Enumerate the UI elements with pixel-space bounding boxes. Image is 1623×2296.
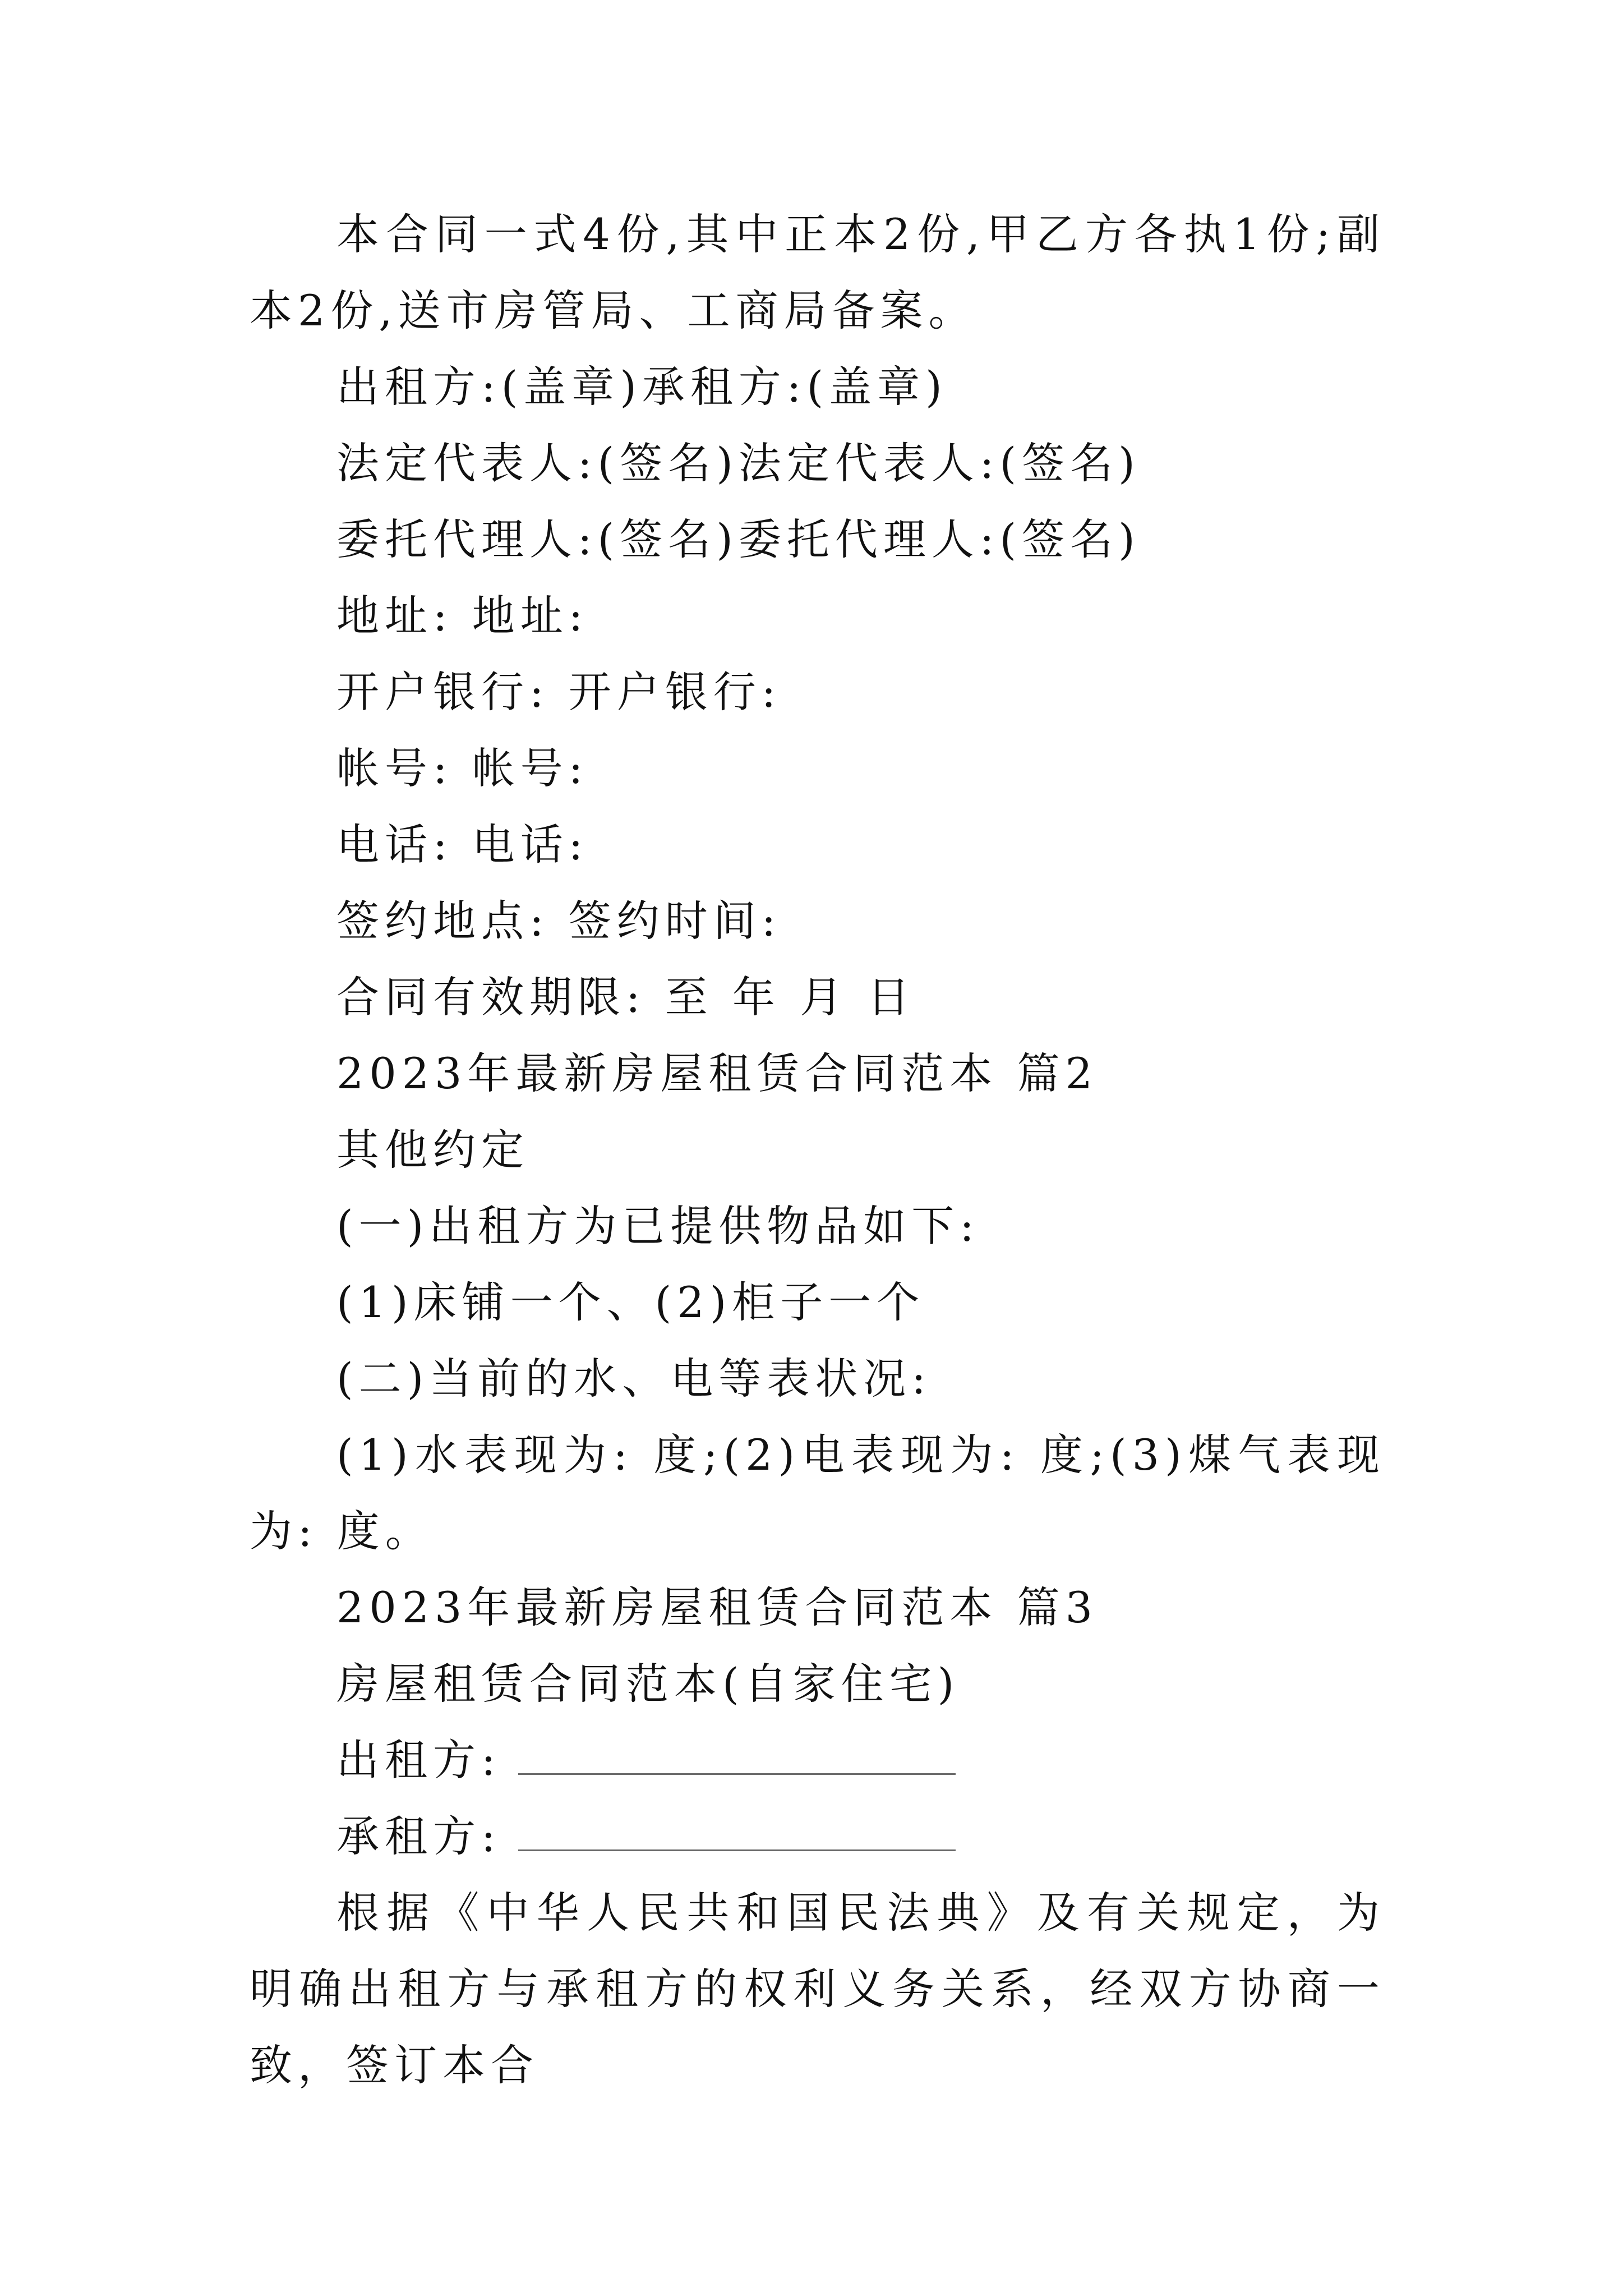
paragraph-account: 帐号: 帐号: <box>336 743 589 793</box>
document-body <box>250 196 1385 2104</box>
paragraph-phone: 电话: 电话: <box>336 820 589 869</box>
paragraph-meter-status: (二)当前的水、电等表状况: <box>336 1354 932 1404</box>
lessee-label: 承租方: <box>336 1811 501 1861</box>
section-heading-3: 2023年最新房屋租赁合同范本 篇3 <box>336 1582 1098 1632</box>
paragraph-bank: 开户银行: 开户银行: <box>336 667 782 717</box>
paragraph-lessee <box>250 1798 1385 1875</box>
paragraph-signing-place: 签约地点: 签约时间: <box>336 896 782 946</box>
paragraph-legal-representative: 法定代表人:(签名)法定代表人:(签名) <box>336 438 1141 488</box>
lessor-blank-line <box>518 1771 956 1775</box>
paragraph-meter-readings: (1)水表现为: 度;(2)电表现为: 度;(3)煤气表现为: 度。 <box>250 1430 1385 1556</box>
paragraph-address: 地址: 地址: <box>336 591 589 641</box>
lessee-blank-line <box>518 1847 956 1851</box>
paragraph-lessor <box>250 1722 1385 1798</box>
paragraph-legal-basis: 根据《中华人民共和国民法典》及有关规定，为明确出租方与承租方的权利义务关系，经双方协商一致，签订本合 <box>250 1888 1385 2090</box>
paragraph-items-provided: (一)出租方为已提供物品如下: <box>336 1201 980 1251</box>
paragraph-contract-title: 房屋租赁合同范本(自家住宅) <box>336 1659 960 1709</box>
paragraph-items-list: (1)床铺一个、(2)柜子一个 <box>336 1277 925 1327</box>
paragraph-other-agreements: 其他约定 <box>336 1125 529 1175</box>
lessor-label: 出租方: <box>336 1735 501 1785</box>
paragraph-agent: 委托代理人:(签名)委托代理人:(签名) <box>336 514 1141 564</box>
paragraph-copies: 本合同一式4份,其中正本2份,甲乙方各执1份;副本2份,送市房管局、工商局备案。 <box>250 209 1385 335</box>
paragraph-seal: 出租方:(盖章)承租方:(盖章) <box>336 362 948 412</box>
section-heading-2: 2023年最新房屋租赁合同范本 篇2 <box>336 1048 1098 1098</box>
paragraph-validity: 合同有效期限: 至 年 月 日 <box>336 972 916 1022</box>
